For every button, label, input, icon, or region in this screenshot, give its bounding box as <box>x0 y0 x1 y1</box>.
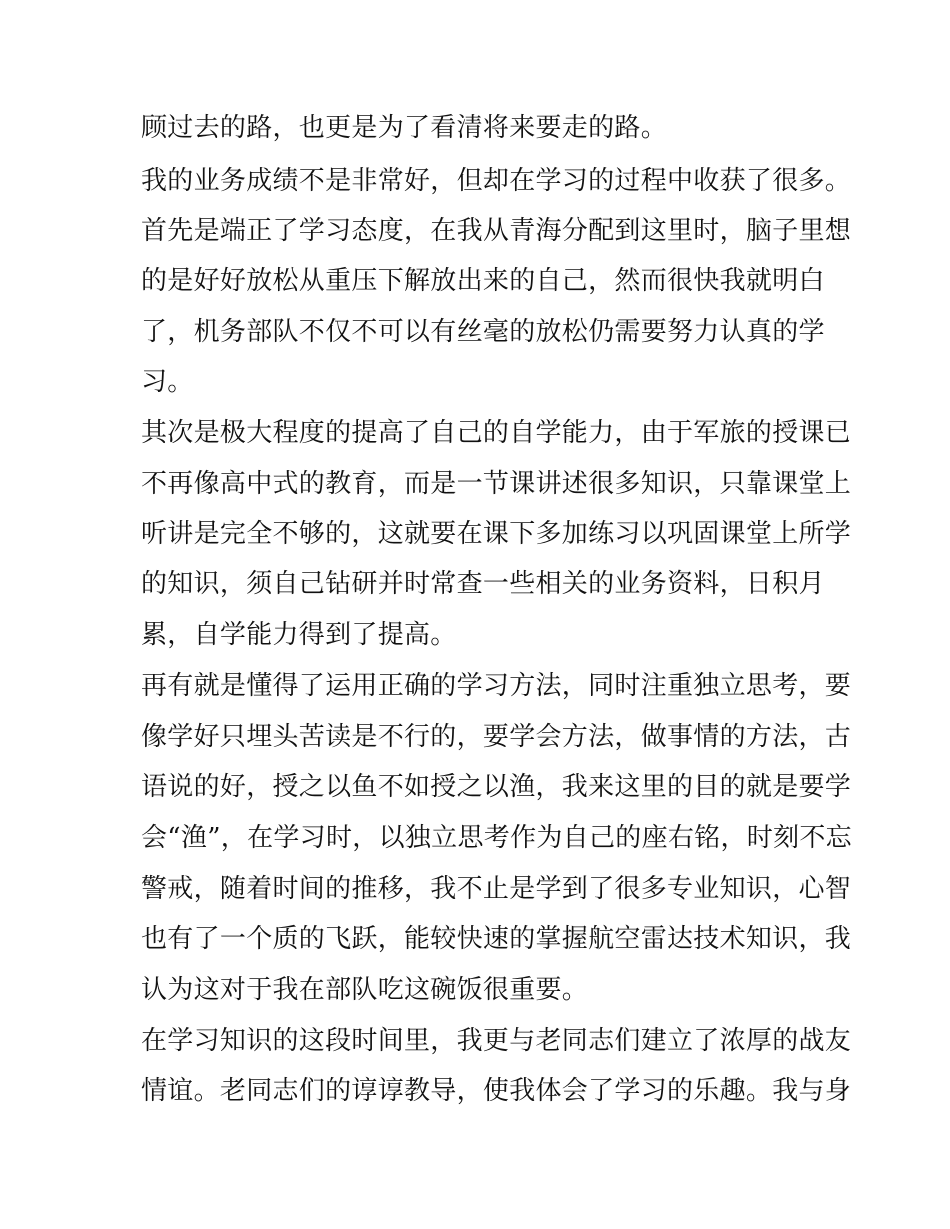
text-line: 再有就是懂得了运用正确的学习方法，同时注重独立思考，要 <box>141 671 852 701</box>
text-line: 的知识，须自己钻研并时常查一些相关的业务资料，日积月 <box>141 569 825 599</box>
text-line: 了，机务部队不仅不可以有丝毫的放松仍需要努力认真的学 <box>141 317 825 347</box>
text-line: 习。 <box>141 367 194 397</box>
text-line: 听讲是完全不够的，这就要在课下多加练习以巩固课堂上所学 <box>141 519 852 549</box>
text-line: 在学习知识的这段时间里，我更与老同志们建立了浓厚的战友 <box>141 1026 852 1056</box>
text-line: 的是好好放松从重压下解放出来的自己，然而很快我就明白 <box>141 266 825 296</box>
text-line: 累，自学能力得到了提高。 <box>141 620 457 650</box>
text-line: 首先是端正了学习态度，在我从青海分配到这里时，脑子里想 <box>141 216 852 246</box>
text-line: 其次是极大程度的提高了自己的自学能力，由于军旅的授课已 <box>141 418 852 448</box>
text-line: 我的业务成绩不是非常好，但却在学习的过程中收获了很多。 <box>141 166 852 196</box>
text-line: 顾过去的路，也更是为了看清将来要走的路。 <box>141 113 668 143</box>
text-line: 像学好只埋头苦读是不行的，要学会方法，做事情的方法，古 <box>141 722 852 752</box>
text-line: 会“渔”，在学习时，以独立思考作为自己的座右铭，时刻不忘 <box>141 823 852 853</box>
text-line: 不再像高中式的教育，而是一节课讲述很多知识，只靠课堂上 <box>141 469 852 499</box>
text-line: 警戒，随着时间的推移，我不止是学到了很多专业知识，心智 <box>141 874 852 904</box>
text-line: 情谊。老同志们的谆谆教导，使我体会了学习的乐趣。我与身 <box>141 1076 852 1106</box>
text-line: 认为这对于我在部队吃这碗饭很重要。 <box>141 975 589 1005</box>
text-line: 语说的好，授之以鱼不如授之以渔，我来这里的目的就是要学 <box>141 772 852 802</box>
text-line: 也有了一个质的飞跃，能较快速的掌握航空雷达技术知识，我 <box>141 924 852 954</box>
